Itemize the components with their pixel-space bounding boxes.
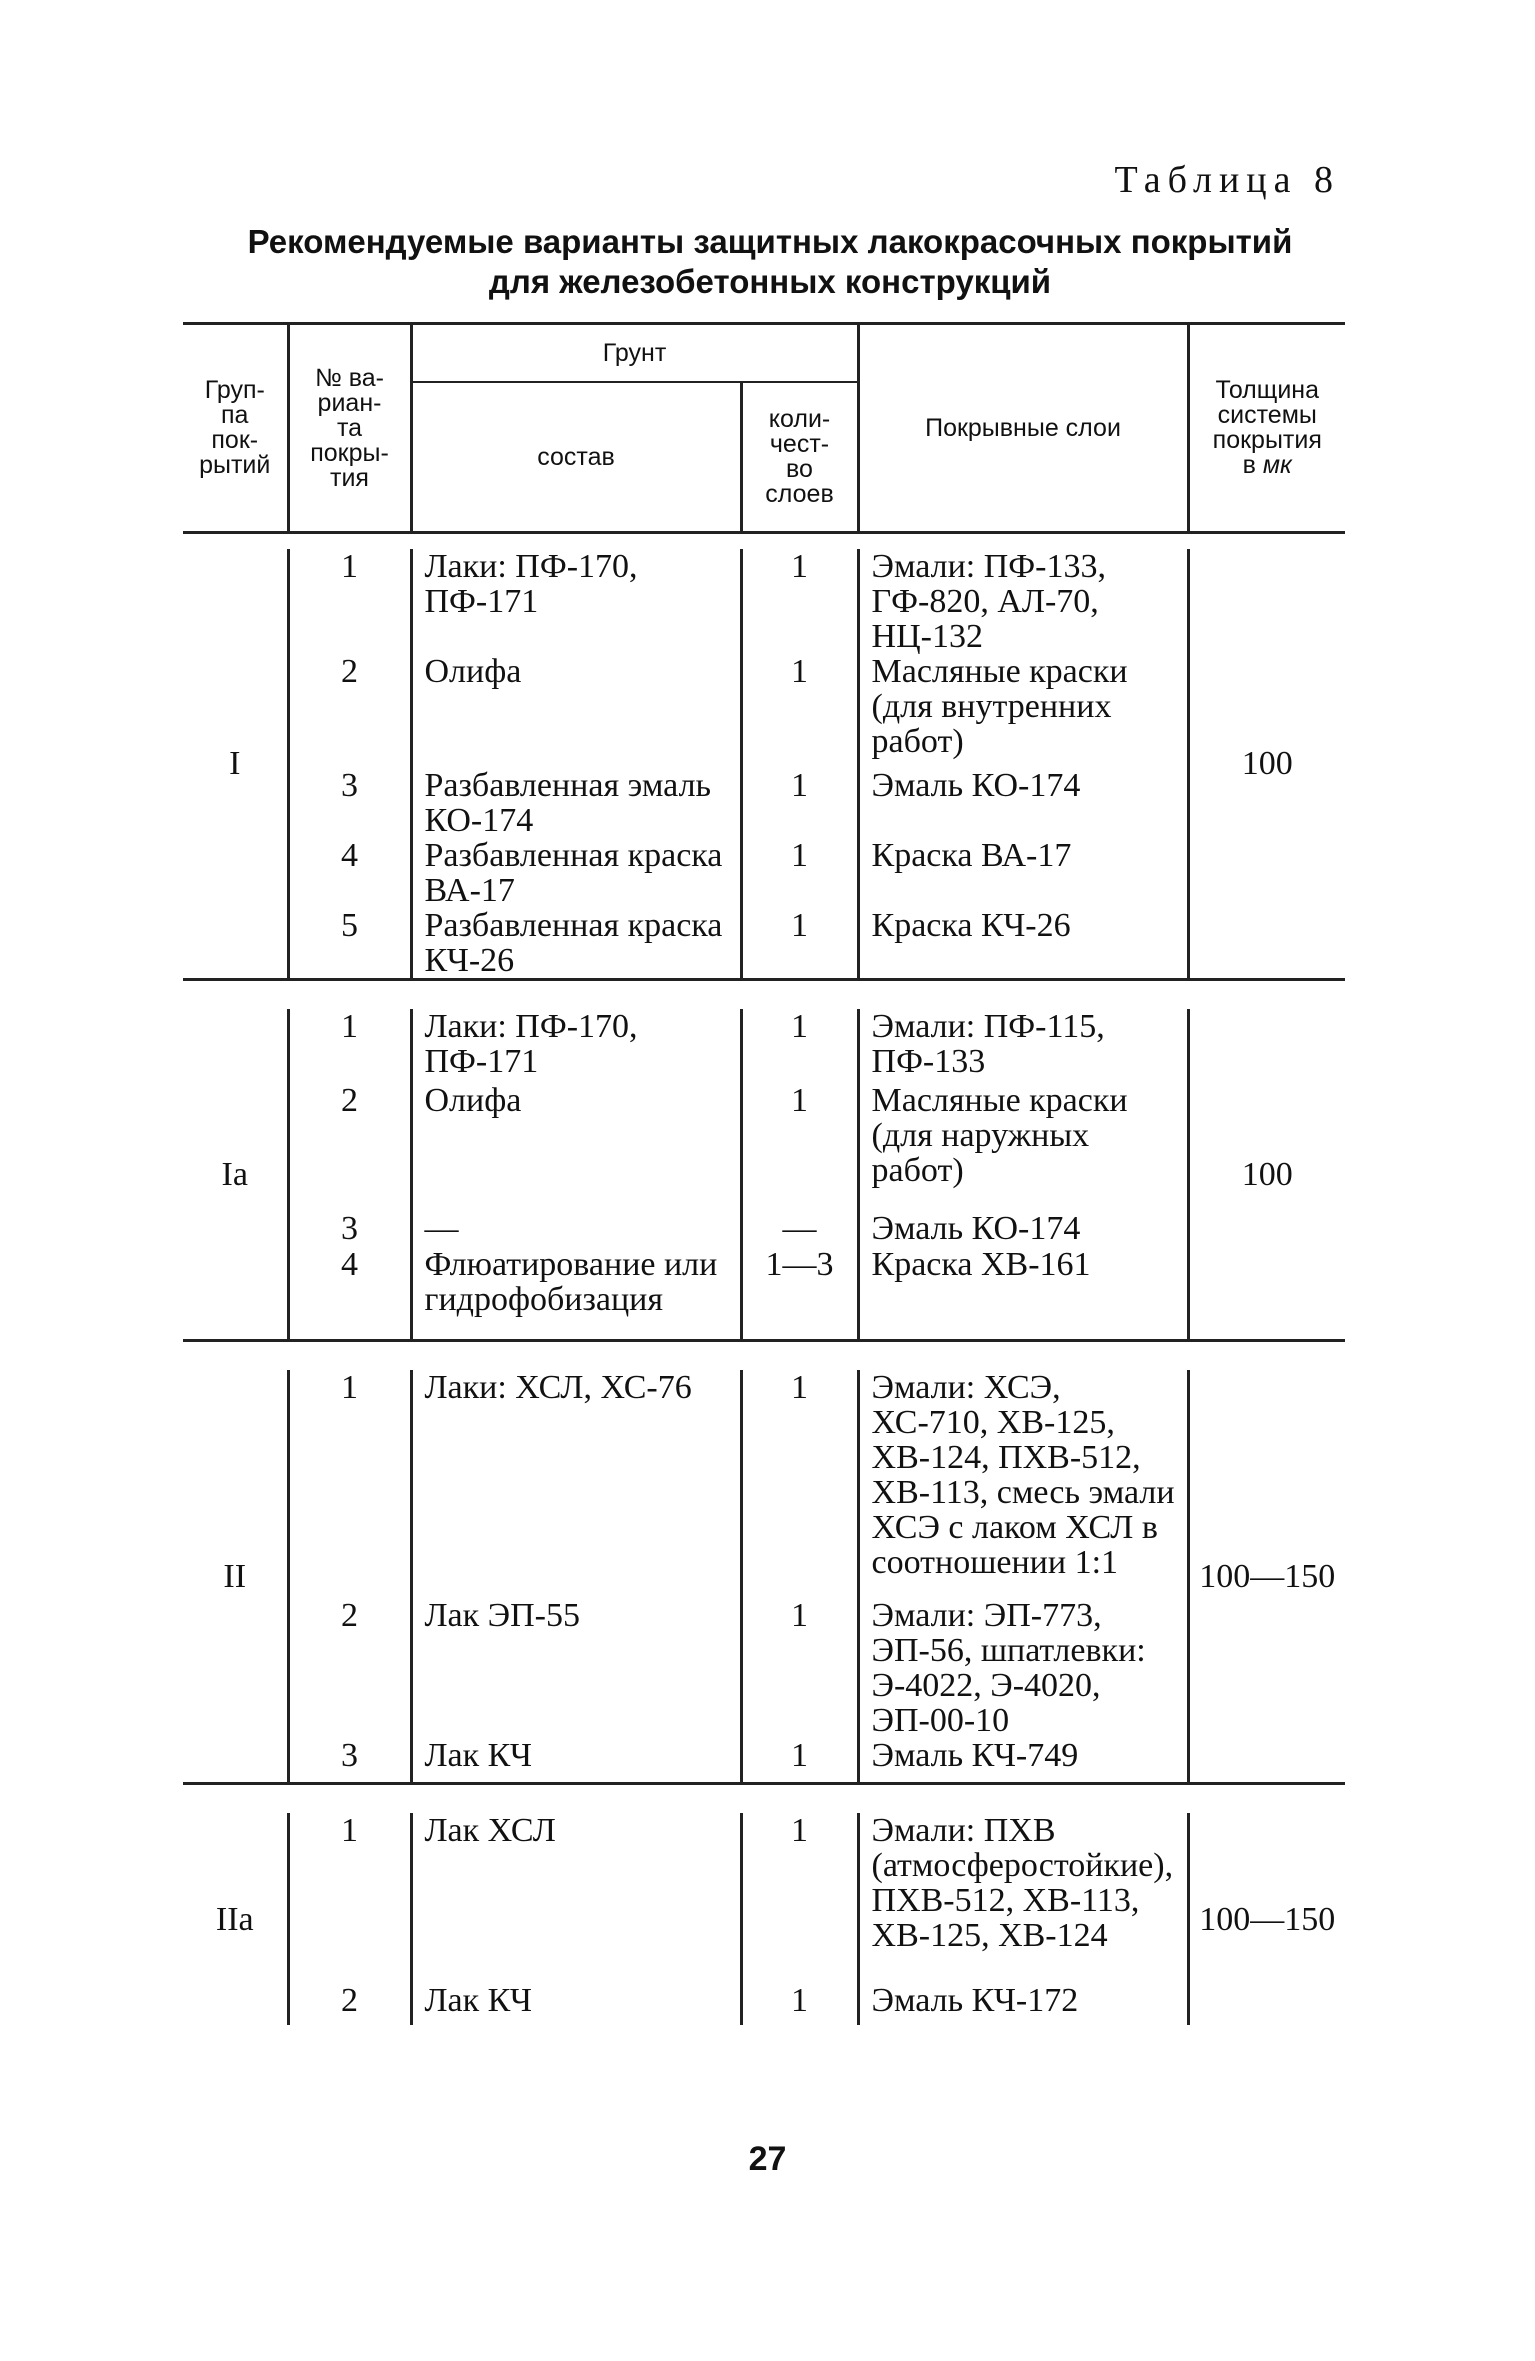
system-thickness: 100—150 <box>1188 1813 1345 2025</box>
group-divider <box>183 980 1345 1010</box>
primer-layers: 1 <box>741 654 858 768</box>
primer-composition: Разбавленная эмаль КО-174 <box>411 768 741 838</box>
header-primer-composition: состав <box>411 382 741 533</box>
primer-composition: Лак КЧ <box>411 1738 741 1784</box>
variant-number: 4 <box>288 1247 411 1341</box>
top-layers: Краска КЧ-26 <box>858 908 1188 980</box>
variant-number: 2 <box>288 654 411 768</box>
table-row <box>183 1983 1345 2025</box>
group-divider <box>183 1341 1345 1371</box>
top-layers: Эмаль КЧ-172 <box>858 1983 1188 2025</box>
top-layers: Эмали: ПФ-115, ПФ-133 <box>858 1009 1188 1083</box>
top-layers: Краска ХВ-161 <box>858 1247 1188 1341</box>
variant-number: 3 <box>288 1738 411 1784</box>
header-thickness-text: Толщина системы покрытия в мк <box>1212 376 1322 479</box>
page-number: 27 <box>748 2140 787 2178</box>
header-primer: Грунт <box>411 324 858 383</box>
table-row <box>183 1083 1345 1211</box>
table-row <box>183 768 1345 838</box>
system-thickness: 100 <box>1188 1009 1345 1341</box>
top-layers: Эмали: ХСЭ, ХС-710, ХВ-125, ХВ-124, ПХВ-512, ХВ-113, смесь эмали ХСЭ с лаком ХСЛ в соотношении 1:1 <box>858 1370 1188 1598</box>
table-row <box>183 1738 1345 1784</box>
primer-layers: 1 <box>741 1083 858 1211</box>
top-layers: Краска ВА-17 <box>858 838 1188 908</box>
table-row <box>183 549 1345 654</box>
primer-layers: — <box>741 1211 858 1247</box>
header-thickness <box>1188 324 1345 533</box>
system-thickness: 100 <box>1188 549 1345 980</box>
table-row <box>183 1370 1345 1598</box>
variant-number: 2 <box>288 1983 411 2025</box>
primer-layers: 1 <box>741 1009 858 1083</box>
variant-number: 1 <box>288 1009 411 1083</box>
primer-composition: Олифа <box>411 1083 741 1211</box>
group-name: Ia <box>221 1155 248 1193</box>
primer-layers: 1 <box>741 908 858 980</box>
primer-layers: 1 <box>741 768 858 838</box>
table-row <box>183 1598 1345 1738</box>
table-title <box>180 222 1360 302</box>
group-name: I <box>229 745 241 782</box>
variant-number: 3 <box>288 1211 411 1247</box>
primer-composition: Разбавленная краска КЧ-26 <box>411 908 741 980</box>
table-row <box>183 908 1345 980</box>
top-layers: Эмали: ПХВ (атмосферостойкие), ПХВ-512, ХВ-113, ХВ-125, ХВ-124 <box>858 1813 1188 1983</box>
primer-composition: Лак ХСЛ <box>411 1813 741 1983</box>
variant-number: 5 <box>288 908 411 980</box>
title-line-2: для железобетонных конструкций <box>488 263 1052 300</box>
variant-number: 1 <box>288 1813 411 1983</box>
group-name: II <box>223 1557 247 1595</box>
primer-composition: Флюатирование или гидрофобизация <box>411 1247 741 1341</box>
group-name: IIa <box>215 1900 254 1938</box>
variant-number: 1 <box>288 549 411 654</box>
top-layers: Эмаль КЧ-749 <box>858 1738 1188 1784</box>
header-primer-layers: коли- чест- во слоев <box>741 382 858 533</box>
primer-composition: Разбавленная краска ВА-17 <box>411 838 741 908</box>
system-thickness: 100—150 <box>1188 1370 1345 1784</box>
header-variant: № ва- риан- та покры- тия <box>288 324 411 533</box>
table-row <box>183 1247 1345 1341</box>
header-group: Груп- па пок- рытий <box>183 324 288 533</box>
primer-composition: Олифа <box>411 654 741 768</box>
primer-composition: Лаки: ПФ-170, ПФ-171 <box>411 1009 741 1083</box>
table-row <box>183 1813 1345 1983</box>
table-row <box>183 1211 1345 1247</box>
table-row <box>183 838 1345 908</box>
table-row <box>183 654 1345 768</box>
primer-layers: 1 <box>741 1370 858 1598</box>
primer-composition: Лаки: ПФ-170, ПФ-171 <box>411 549 741 654</box>
top-layers: Эмали: ПФ-133, ГФ-820, АЛ-70, НЦ-132 <box>858 549 1188 654</box>
variant-number: 2 <box>288 1598 411 1738</box>
primer-layers: 1 <box>741 1738 858 1784</box>
top-layers: Масляные краски (для наружных работ) <box>858 1083 1188 1211</box>
top-layers: Эмаль КО-174 <box>858 1211 1188 1247</box>
primer-layers: 1 <box>741 838 858 908</box>
variant-number: 3 <box>288 768 411 838</box>
primer-layers: 1 <box>741 549 858 654</box>
primer-composition: Лак ЭП-55 <box>411 1598 741 1738</box>
table-number: Таблица 8 <box>1114 159 1340 201</box>
primer-layers: 1 <box>741 1598 858 1738</box>
primer-layers: 1 <box>741 1983 858 2025</box>
table-row <box>183 1009 1345 1083</box>
top-layers: Масляные краски (для внутренних работ) <box>858 654 1188 768</box>
top-layers: Эмали: ЭП-773, ЭП-56, шпатлевки: Э-4022, Э-4020, ЭП-00-10 <box>858 1598 1188 1738</box>
header-top-layers: Покрывные слои <box>858 324 1188 533</box>
primer-layers: 1—3 <box>741 1247 858 1341</box>
primer-composition: — <box>411 1211 741 1247</box>
title-line-1: Рекомендуемые варианты защитных лакокрасочных покрытий <box>247 223 1293 260</box>
variant-number: 4 <box>288 838 411 908</box>
group-divider <box>183 1784 1345 1814</box>
primer-layers: 1 <box>741 1813 858 1983</box>
primer-composition: Лак КЧ <box>411 1983 741 2025</box>
coatings-table <box>183 322 1345 2025</box>
primer-composition: Лаки: ХСЛ, ХС-76 <box>411 1370 741 1598</box>
top-layers: Эмаль КО-174 <box>858 768 1188 838</box>
variant-number: 1 <box>288 1370 411 1598</box>
variant-number: 2 <box>288 1083 411 1211</box>
